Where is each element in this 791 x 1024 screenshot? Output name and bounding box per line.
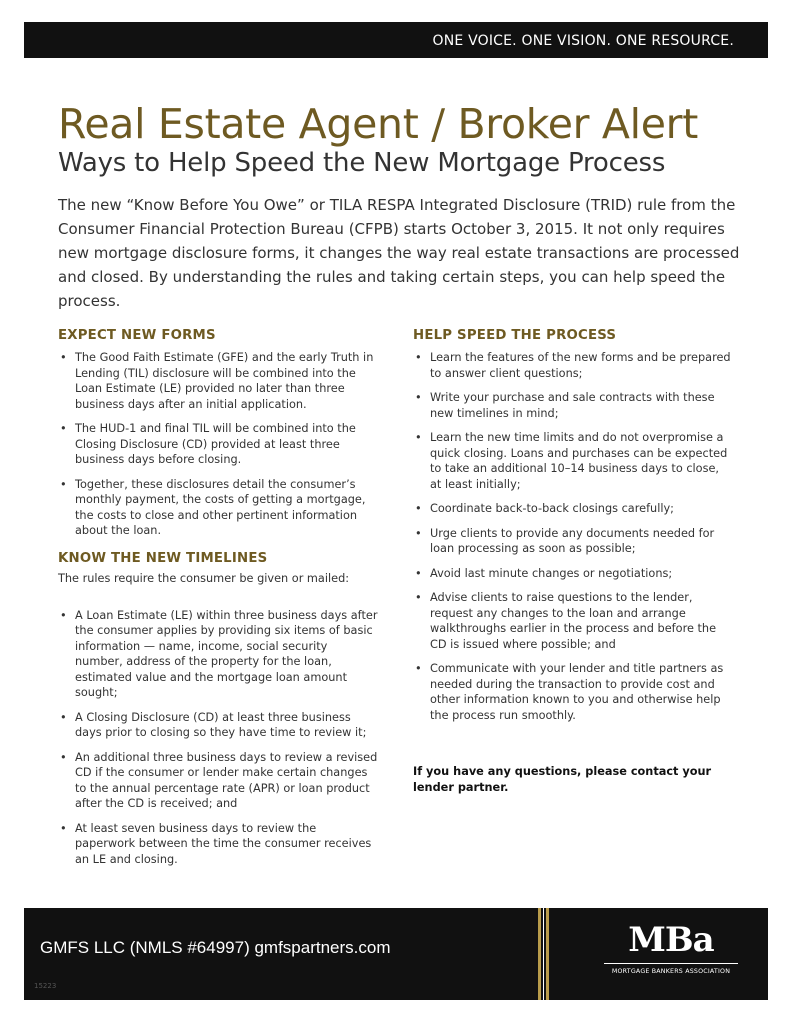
right-column [413, 327, 733, 732]
list-item: • Learn the new time limits and do not overpromise a quick closing. Loans and purchases can be expected to take an additional 10–14 business days to close, at least initially; [415, 431, 728, 491]
page-subtitle: Ways to Help Speed the New Mortgage Process [58, 148, 666, 178]
header-bar [24, 22, 768, 58]
list-item: • Write your purchase and sale contracts with these new timelines in mind; [415, 391, 715, 420]
bullet: • [415, 391, 422, 404]
bullet: • [415, 591, 422, 604]
bullet: • [60, 477, 67, 491]
contact-note: If you have any questions, please contact your lender partner. [413, 765, 712, 794]
list-item: • Together, these disclosures detail the consumer’s monthly payment, the costs of getting a mortgage, the costs to close and other pertinent information about the loan. [60, 477, 366, 537]
list-item: • Urge clients to provide any documents needed for loan processing as soon as possible; [415, 526, 715, 555]
mba-logo-subtext: MORTGAGE BANKERS ASSOCIATION [611, 968, 731, 975]
list-item: • Communicate with your lender and title partners as needed during the transaction to provide cost and other information known to you and otherwise help the process run smoothly. [415, 662, 724, 722]
bullet: • [60, 608, 67, 622]
list-item: • The Good Faith Estimate (GFE) and the early Truth in Lending (TIL) disclosure will be combined into the Loan Estimate (LE) provided no later than three business days after an initial application. [60, 351, 374, 411]
speed-process-list [413, 350, 733, 723]
list-item: • The HUD-1 and final TIL will be combined into the Closing Disclosure (CD) provided at least three business days before closing. [60, 422, 356, 466]
list-item: • Avoid last minute changes or negotiations; [415, 566, 673, 580]
list-item: • Coordinate back-to-back closings carefully; [415, 502, 674, 515]
bullet: • [60, 351, 67, 364]
bullet: • [415, 431, 422, 444]
section-heading-timelines: KNOW THE NEW TIMELINES [58, 550, 268, 566]
list-item: • A Loan Estimate (LE) within three business days after the consumer applies by providing six items of basic information — name, income, social security number, address of the property for the loan, estimated value and the mortgage loan amount sought; [60, 608, 378, 699]
page-title: Real Estate Agent / Broker Alert [58, 100, 699, 148]
section-heading-expect-forms: EXPECT NEW FORMS [58, 328, 216, 343]
white-stripe [543, 908, 544, 1000]
footer-bar [24, 908, 768, 1000]
gold-stripe [546, 908, 549, 1000]
footer-company: GMFS LLC (NMLS #64997) gmfspartners.com [40, 938, 391, 957]
list-item: • A Closing Disclosure (CD) at least three business days prior to closing so they have time to review it; [60, 710, 367, 739]
bullet: • [415, 526, 422, 540]
list-item: • At least seven business days to review the paperwork between the time the consumer receives an LE and closing. [60, 821, 372, 866]
footer-code: 15223 [34, 982, 57, 990]
mba-logo: MBa [628, 920, 714, 960]
bullet: • [415, 502, 422, 515]
section-heading-speed-process: HELP SPEED THE PROCESS [413, 328, 617, 343]
expect-forms-list [58, 350, 378, 539]
list-item: • An additional three business days to review a revised CD if the consumer or lender make certain changes to the annual percentage rate (APR) or loan product after the CD is received; and [60, 750, 378, 810]
bullet: • [60, 750, 67, 764]
bullet: • [60, 710, 67, 724]
bullet: • [415, 662, 422, 675]
left-column [58, 327, 378, 876]
bullet: • [415, 351, 422, 364]
timelines-list [58, 608, 378, 868]
gold-stripe [538, 908, 541, 1000]
bullet: • [60, 422, 67, 435]
bullet: • [60, 821, 67, 835]
list-item: • Advise clients to raise questions to the lender, request any changes to the loan and arrange walkthroughs earlier in the process and before the CD is issued where possible; and [415, 591, 717, 651]
bullet: • [415, 566, 422, 580]
intro-paragraph: The new “Know Before You Owe” or TILA RESPA Integrated Disclosure (TRID) rule from the Consumer Financial Protection Bureau (CFPB) starts October 3, 2015. It not only requires new mortgage disclosure forms, it changes the way real estate transactions are processed and closed. By understanding the rules and taking certain steps, you can help speed the process. [58, 196, 740, 310]
timelines-intro: The rules require the consumer be given or mailed: [58, 571, 350, 585]
logo-divider [604, 963, 738, 964]
list-item: • Learn the features of the new forms and be prepared to answer client questions; [415, 351, 731, 380]
header-tagline: ONE VOICE. ONE VISION. ONE RESOURCE. [432, 33, 734, 49]
